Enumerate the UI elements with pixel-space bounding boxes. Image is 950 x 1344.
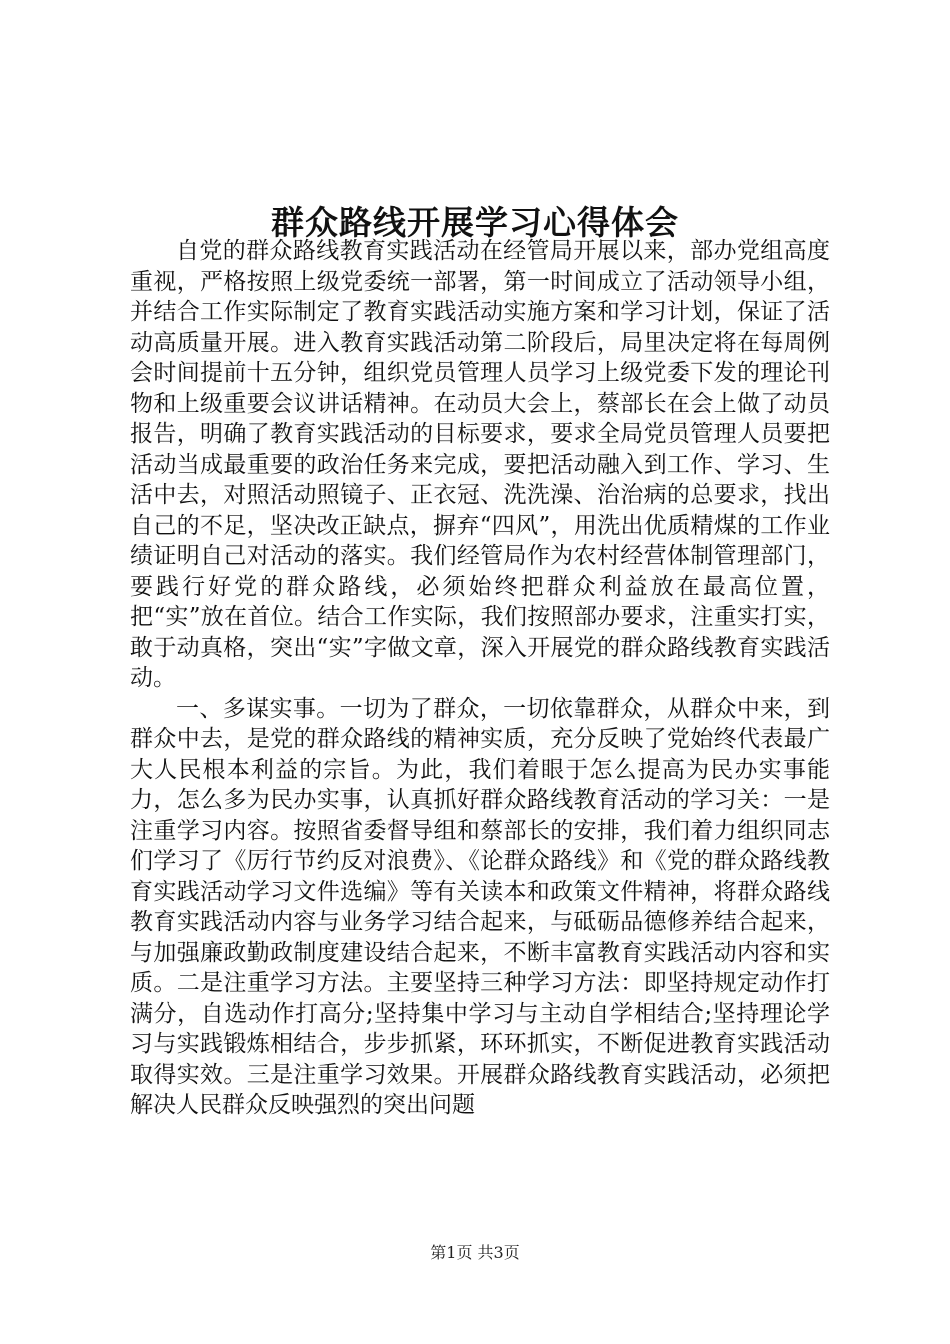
- paragraph-intro: 自党的群众路线教育实践活动在经管局开展以来，部办党组高度重视，严格按照上级党委统一部署，第一时间成立了活动领导小组，并结合工作实际制定了教育实践活动实施方案和学习计划，保证了活动高质量开展。进入教育实践活动第二阶段后，局里决定将在每周例会时间提前十五分钟，组织党员管理人员学习上级党委下发的理论刊物和上级重要会议讲话精神。在动员大会上，蔡部长在会上做了动员报告，明确了教育实践活动的目标要求，要求全局党员管理人员要把活动当成最重要的政治任务来完成，要把活动融入到工作、学习、生活中去，对照活动照镜子、正衣冠、洗洗澡、治治病的总要求，找出自己的不足，坚决改正缺点，摒弃“四风”，用洗出优质精煤的工作业绩证明自己对活动的落实。我们经管局作为农村经营体制管理部门，要践行好党的群众路线，必须始终把群众利益放在最高位置，把“实”放在首位。结合工作实际，我们按照部办要求，注重实打实，敢于动真格，突出“实”字做文章，深入开展党的群众路线教育实践活动。: [130, 238, 830, 691]
- document-title: 群众路线开展学习心得体会: [271, 203, 679, 243]
- paragraph-section-one: 一、多谋实事。一切为了群众，一切依靠群众，从群众中来，到群众中去，是党的群众路线的精神实质，充分反映了党始终代表最广大人民根本利益的宗旨。为此，我们着眼于怎么提高为民办实事能力，怎么多为民办实事，认真抓好群众路线教育活动的学习关：一是注重学习内容。按照省委督导组和蔡部长的安排，我们着力组织同志们学习了《厉行节约反对浪费》、《论群众路线》和《党的群众路线教育实践活动学习文件选编》等有关读本和政策文件精神，将群众路线教育实践活动内容与业务学习结合起来，与砥砺品德修养结合起来，与加强廉政勤政制度建设结合起来，不断丰富教育实践活动内容和实质。二是注重学习方法。主要坚持三种学习方法：即坚持规定动作打满分，自选动作打高分;坚持集中学习与主动自学相结合;坚持理论学习与实践锻炼相结合，步步抓紧，环环抓实，不断促进教育实践活动取得实效。三是注重学习效果。开展群众路线教育实践活动，必须把解决人民群众反映强烈的突出问题: [130, 695, 830, 1118]
- page-number-footer: 第1页 共3页: [430, 1243, 520, 1262]
- document-body: [130, 236, 830, 1121]
